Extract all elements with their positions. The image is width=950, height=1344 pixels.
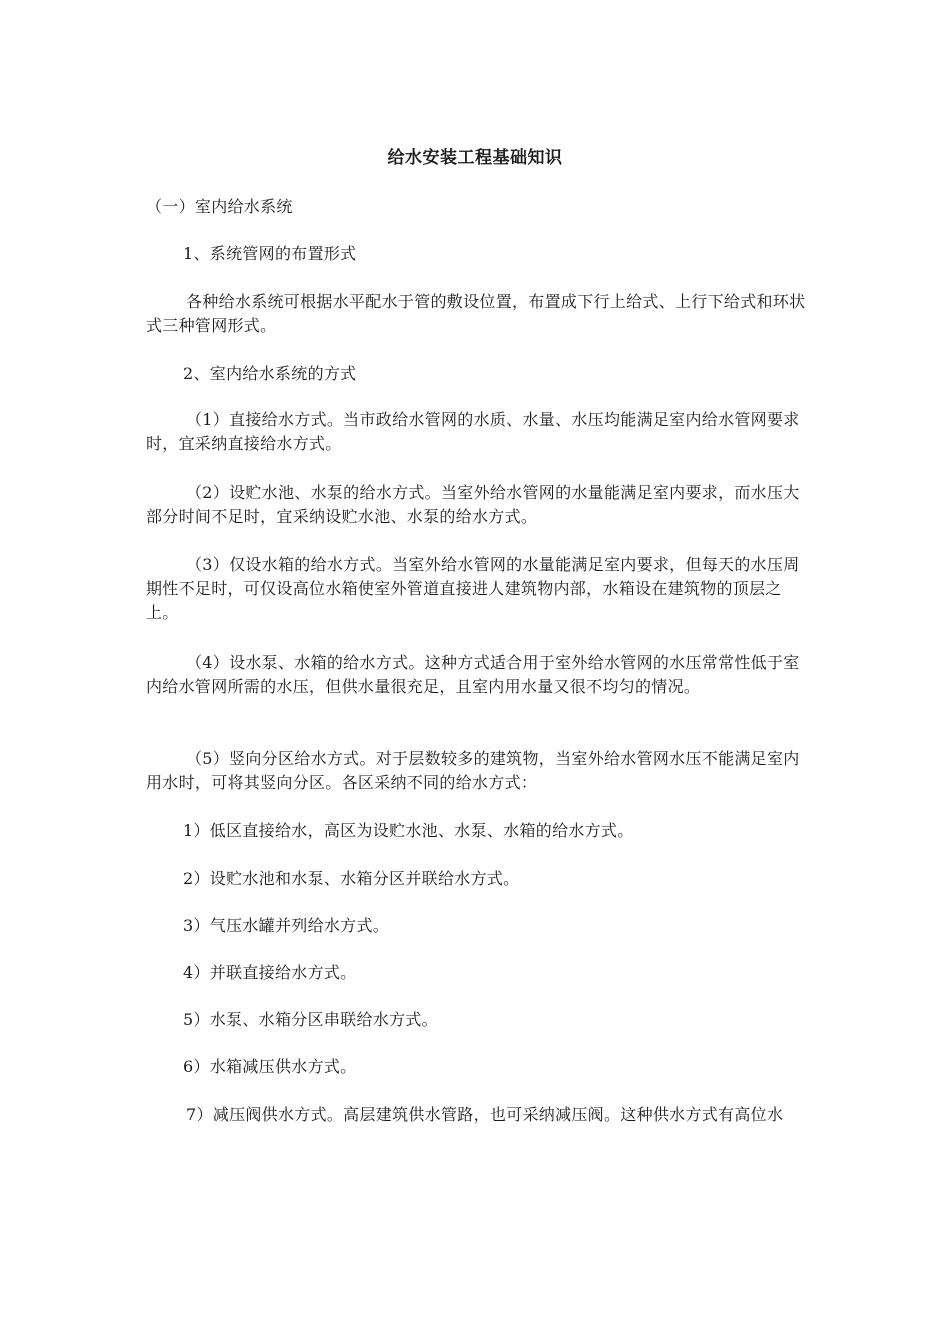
method-paragraph: （4）设水泵、水箱的给水方式。这种方式适合用于室外给水管网的水压常常性低于室内给水管网所需的水压，但供水量很充足，且室内用水量又很不均匀的情况。	[146, 653, 800, 696]
method-paragraph: （1）直接给水方式。当市政给水管网的水质、水量、水压均能满足室内给水管网要求时，宜采纳直接给水方式。	[146, 410, 800, 453]
section-heading: （一）室内给水系统	[146, 197, 293, 216]
method-paragraph: （3）仅设水箱的给水方式。当室外给水管网的水量能满足室内要求，但每天的水压周期性不足时，可仅设高位水箱使室外管道直接进人建筑物内部，水箱设在建筑物的顶层之上。	[146, 555, 800, 622]
document-title: 给水安装工程基础知识	[387, 148, 563, 168]
method-paragraph: （2）设贮水池、水泵的给水方式。当室外给水管网的水量能满足室内要求，而水压大部分时间不足时，宜采纳设贮水池、水泵的给水方式。	[146, 483, 800, 526]
zone-list-item: 4）并联直接给水方式。	[183, 963, 357, 982]
subsection-heading-1: 1、系统管网的布置形式	[183, 244, 357, 263]
method-paragraph: （5）竖向分区给水方式。对于层数较多的建筑物，当室外给水管网水压不能满足室内用水时，可将其竖向分区。各区采纳不同的给水方式：	[146, 749, 800, 792]
zone-list-item: 6）水箱减压供水方式。	[183, 1057, 357, 1076]
zone-list-item: 2）设贮水池和水泵、水箱分区并联给水方式。	[183, 869, 520, 888]
zone-list-item: 5）水泵、水箱分区串联给水方式。	[183, 1010, 438, 1029]
zone-list-item: 7）减压阀供水方式。高层建筑供水管路，也可采纳减压阀。这种供水方式有高位水	[186, 1105, 784, 1124]
zone-list-item: 3）气压水罐并列给水方式。	[183, 916, 390, 935]
zone-list-item: 1）低区直接给水，高区为设贮水池、水泵、水箱的给水方式。	[183, 821, 634, 840]
paragraph-layout-forms: 各种给水系统可根据水平配水于管的敷设位置，布置成下行上给式、上行下给式和环状式三种管网形式。	[146, 292, 806, 335]
subsection-heading-2: 2、室内给水系统的方式	[183, 364, 357, 383]
